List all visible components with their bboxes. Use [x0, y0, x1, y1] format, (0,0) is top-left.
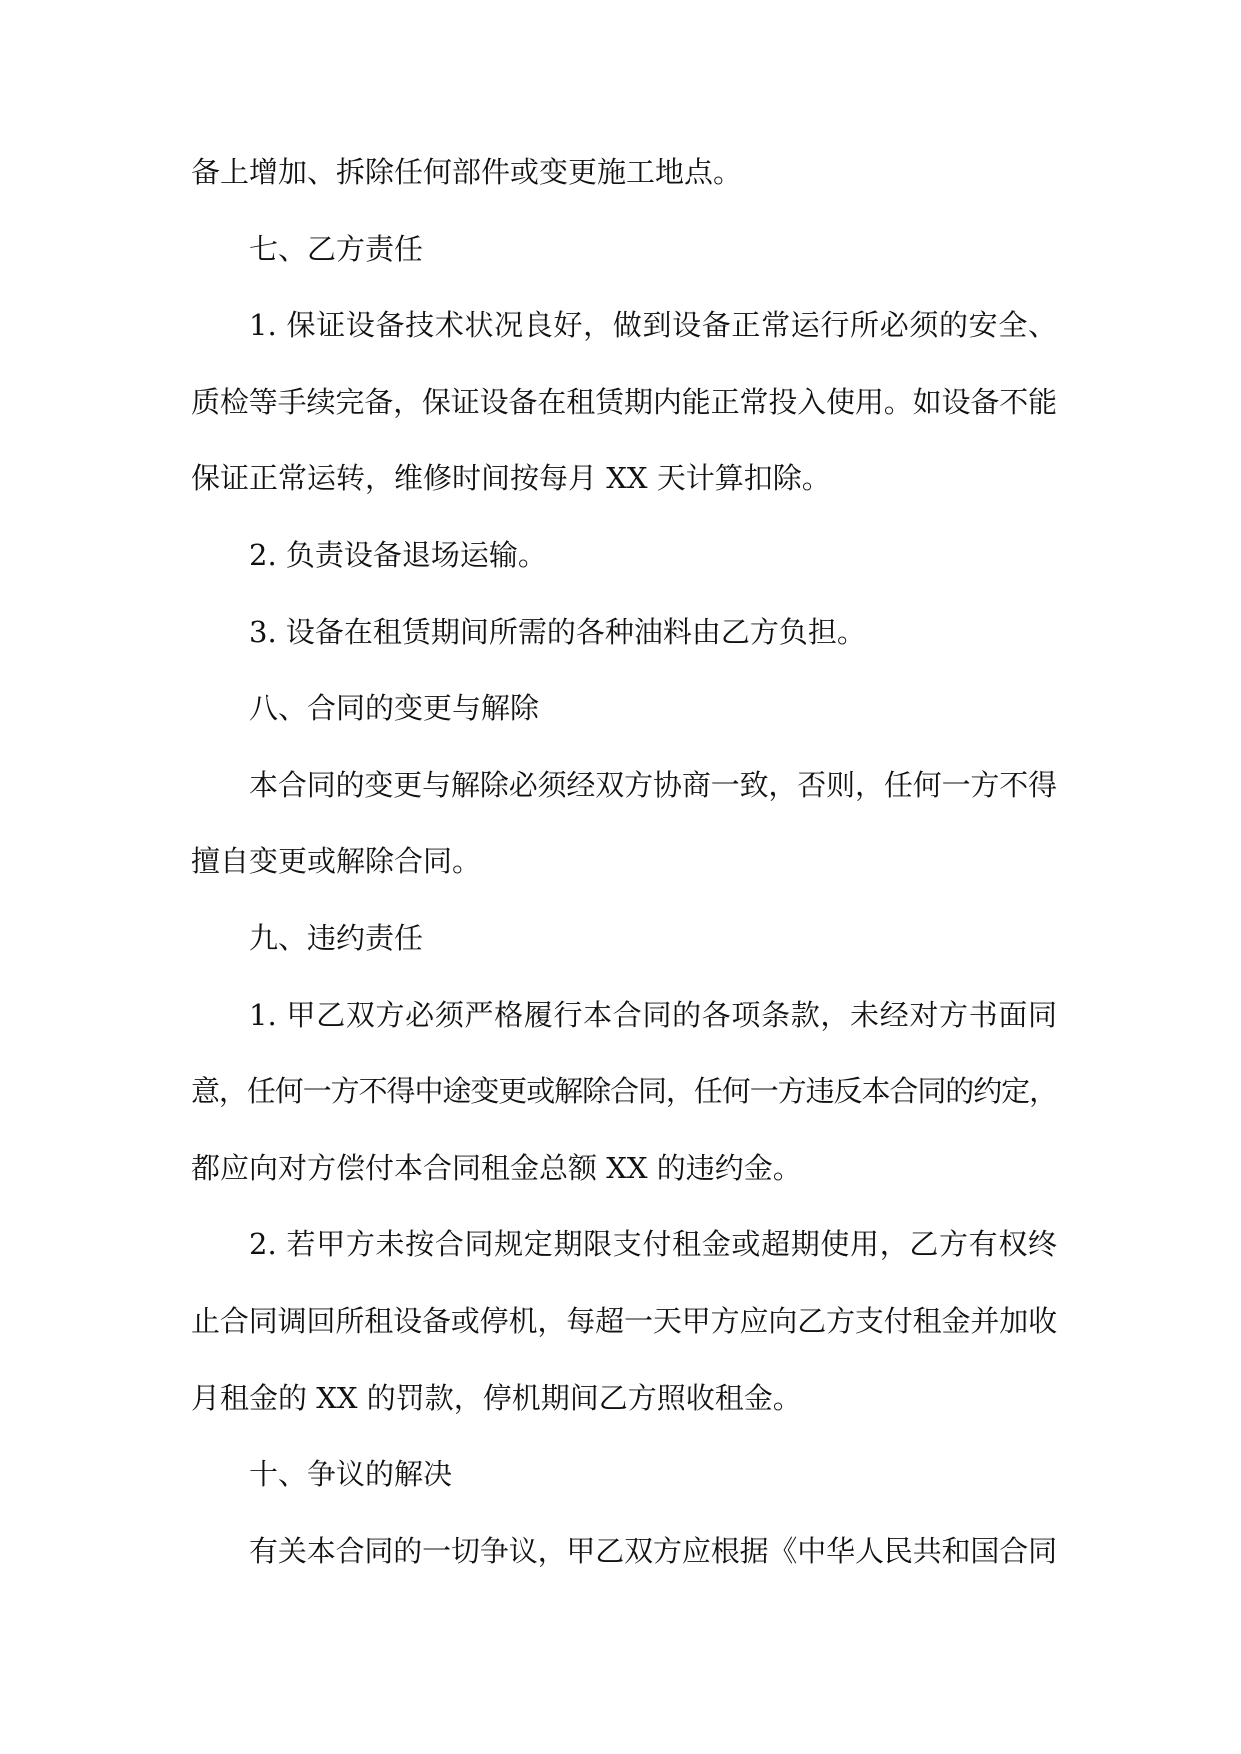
text-line: 月租金的 XX 的罚款，停机期间乙方照收租金。 — [191, 1380, 802, 1415]
clause-9-2 — [191, 1206, 1057, 1436]
clause-9-1 — [191, 977, 1057, 1207]
section-heading-7 — [191, 211, 1057, 288]
text-line: 3. 设备在租赁期间所需的各种油料由乙方负担。 — [249, 614, 866, 649]
text-line: 都应向对方偿付本合同租金总额 XX 的违约金。 — [191, 1150, 802, 1185]
text-line: 质检等手续完备，保证设备在租赁期内能正常投入使用。如设备不能 — [191, 384, 1058, 419]
text-line: 有关本合同的一切争议，甲乙双方应根据《中华人民共和国合同 — [249, 1533, 1058, 1568]
clause-7-2 — [191, 517, 1057, 594]
paragraph-continuation — [191, 134, 1057, 211]
section-heading-8 — [191, 670, 1057, 747]
section-heading-10 — [191, 1436, 1057, 1513]
text-line: 七、乙方责任 — [249, 231, 424, 266]
text-line: 备上增加、拆除任何部件或变更施工地点。 — [191, 155, 743, 189]
text-line: 1. 保证设备技术状况良好，做到设备正常运行所必须的安全、 — [249, 308, 1057, 343]
text-line: 意，任何一方不得中途变更或解除合同，任何一方违反本合同的约定， — [191, 1074, 1058, 1109]
text-line: 2. 负责设备退场运输。 — [249, 537, 547, 572]
text-line: 八、合同的变更与解除 — [249, 691, 540, 726]
clause-7-1 — [191, 287, 1057, 517]
text-line: 十、争议的解决 — [249, 1457, 453, 1492]
text-line: 本合同的变更与解除必须经双方协商一致，否则，任何一方不得 — [249, 767, 1058, 802]
clause-8 — [191, 747, 1057, 900]
text-line: 1. 甲乙双方必须严格履行本合同的各项条款，未经对方书面同 — [249, 997, 1057, 1032]
text-line: 止合同调回所租设备或停机，每超一天甲方应向乙方支付租金并加收 — [191, 1303, 1058, 1338]
section-heading-9 — [191, 900, 1057, 977]
clause-10 — [191, 1513, 1057, 1590]
text-line: 2. 若甲方未按合同规定期限支付租金或超期使用，乙方有权终 — [249, 1227, 1057, 1262]
text-line: 擅自变更或解除合同。 — [191, 844, 482, 879]
clause-7-3 — [191, 594, 1057, 671]
document-body — [191, 134, 1057, 1589]
text-line: 保证正常运转，维修时间按每月 XX 天计算扣除。 — [191, 461, 831, 496]
text-line: 九、违约责任 — [249, 920, 424, 955]
